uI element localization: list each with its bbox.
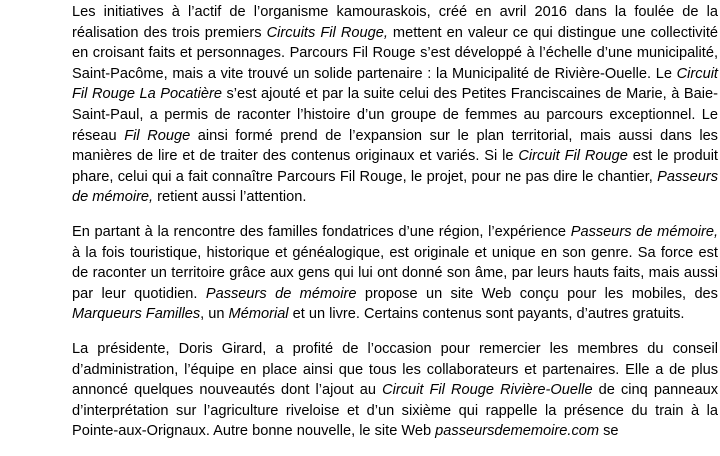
italic-run: Circuit Fil Rouge La Pocatière [72, 65, 718, 103]
italic-run: Passeurs de mémoire, [570, 223, 719, 240]
text-run: propose un site Web conçu pour les mobiles, des [356, 285, 718, 302]
italic-run: Circuit Fil Rouge Rivière-Ouelle [382, 382, 593, 399]
text-run: est le produit phare, celui qui a fait connaître Parcours Fil Rouge, le projet, pour ne pas dire le chantier, [72, 148, 718, 185]
text-run: En partant à la rencontre des familles fondatrices d’une région, l’expérience [72, 223, 571, 240]
text-run: et un livre. Certains contenus sont payants, d’autres gratuits. [288, 306, 685, 323]
italic-run: Mémorial [228, 306, 289, 323]
text-run: La présidente, Doris Girard, a profité de l’occasion pour remercier les membres du conseil d’administration, l’équipe en place ainsi que tous les collaborateurs et partenaires. Elle a de plus annoncé quelques nouveautés dont l’ajout au [72, 340, 718, 399]
paragraph-2 [72, 222, 718, 325]
text-run: ainsi formé prend de l’expansion sur le plan territorial, mais aussi dans les manières de lire et de traiter des contenus originaux et variés. Si le [72, 127, 718, 165]
italic-run: Passeurs de mémoire, [72, 168, 718, 206]
italic-run: passeursdememoire.com [435, 423, 600, 440]
text-run: se [599, 423, 619, 440]
document-page [72, 2, 718, 456]
italic-run: Fil Rouge [124, 127, 191, 144]
italic-run: Passeurs de mémoire [205, 285, 357, 302]
text-run: à la fois touristique, historique et généalogique, est originale et unique en son genre. Sa force est de raconter un territoire grâce aux gens qui lui ont donné son âme, par leurs hauts faits, mais aussi par leur quotidien. [72, 244, 718, 302]
text-run: Les initiatives à l’actif de l’organisme kamouraskois, créé en avril 2016 dans la foulée de la réalisation des trois premiers [72, 4, 718, 41]
text-run: retient aussi l’attention. [153, 189, 307, 206]
italic-run: Circuit Fil Rouge [518, 148, 628, 165]
text-run: de cinq panneaux d’interprétation sur l’agriculture riveloise et d’un sixième qui rappelle la présence du train à la Pointe-aux-Orignaux. Autre bonne nouvelle, le site Web [72, 382, 718, 440]
paragraph-1 [72, 2, 718, 208]
text-run: s’est ajouté et par la suite celui des Petites Franciscaines de Marie, à Baie-Saint-Paul, a permis de raconter l’histoire d’un groupe de femmes au parcours exceptionnel. Le réseau [72, 86, 718, 144]
paragraph-3 [72, 339, 718, 442]
text-run: mettent en valeur ce qui distingue une collectivité en croisant faits et personnages. Parcours Fil Rouge s’est développé à l’échelle d’une municipalité, Saint-Pacôme, mais a vite trouvé un solide partenaire : la Municipalité de Rivière-Ouelle. Le [72, 24, 718, 82]
text-run: , un [200, 306, 229, 323]
italic-run: Marqueurs Familles [72, 306, 201, 323]
italic-run: Circuits Fil Rouge, [266, 24, 388, 41]
